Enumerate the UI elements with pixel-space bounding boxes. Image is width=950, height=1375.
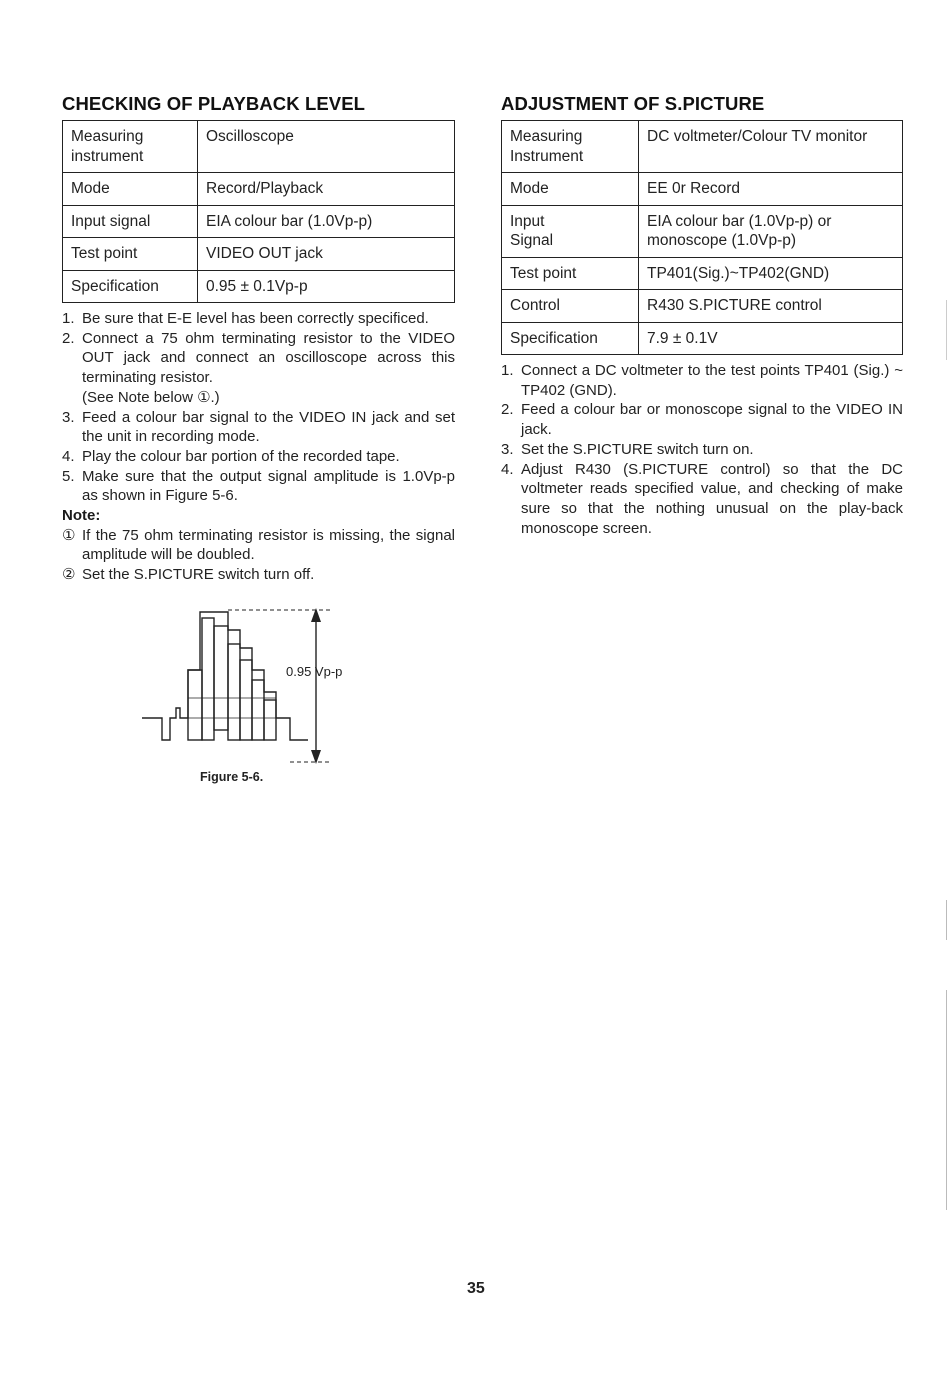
table-row <box>63 238 455 271</box>
step-subnote: (See Note below ①.) <box>82 388 220 406</box>
list-item <box>62 447 455 467</box>
table-value: Record/Playback <box>198 173 455 206</box>
waveform-trace <box>142 612 308 740</box>
table-value <box>639 205 903 257</box>
notes-list <box>62 526 455 585</box>
table-key: Test point <box>63 238 198 271</box>
step-number: 3. <box>501 440 514 458</box>
table-row <box>502 173 903 206</box>
list-item <box>501 361 903 400</box>
right-column <box>501 92 903 538</box>
table-value: DC voltmeter/Colour TV monitor <box>639 121 903 173</box>
list-item <box>501 460 903 539</box>
list-item <box>62 526 455 565</box>
bar-block <box>240 660 252 740</box>
table-key: Control <box>502 290 639 323</box>
table-value: R430 S.PICTURE control <box>639 290 903 323</box>
bar-block <box>202 618 214 740</box>
table-key: Input signal <box>63 205 198 238</box>
table-key <box>502 121 639 173</box>
bar-block <box>188 670 202 740</box>
table-key <box>502 205 639 257</box>
table-value: VIDEO OUT jack <box>198 238 455 271</box>
table-row <box>502 322 903 355</box>
scan-mark <box>946 990 947 1210</box>
list-item <box>501 400 903 439</box>
left-column <box>62 92 455 585</box>
list-item <box>62 329 455 408</box>
scan-mark <box>946 300 947 360</box>
page-number: 35 <box>467 1280 485 1297</box>
table-row <box>63 121 455 173</box>
playback-steps-list <box>62 309 455 506</box>
figure-voltage-label: 0.95 Vp-p <box>286 664 343 679</box>
step-text: Feed a colour bar or monoscope signal to the VIDEO IN jack. <box>521 401 903 439</box>
table-key: Mode <box>502 173 639 206</box>
colour-bar-waveform <box>140 600 370 775</box>
playback-spec-table <box>62 120 455 303</box>
table-row <box>63 205 455 238</box>
step-text: Adjust R430 (S.PICTURE control) so that the DC voltmeter reads specified value, and checking of make sure so that the nothing unusual on the play-back monoscope screen. <box>521 460 903 537</box>
list-item <box>62 467 455 506</box>
table-row <box>502 121 903 173</box>
s-picture-spec-table <box>501 120 903 355</box>
table-key-text: Measuring Instrument <box>510 128 584 165</box>
table-value: EE 0r Record <box>639 173 903 206</box>
table-key: Specification <box>502 322 639 355</box>
table-value: 7.9 ± 0.1V <box>639 322 903 355</box>
bar-block <box>264 700 276 740</box>
table-key-text: Input Signal <box>510 212 554 249</box>
step-text: Be sure that E-E level has been correctly specificed. <box>82 310 429 327</box>
bar-block <box>214 626 228 730</box>
step-text: Connect a 75 ohm terminating resistor to the VIDEO OUT jack and connect an oscilloscope across this terminating resistor. <box>82 329 455 387</box>
figure-caption: Figure 5-6. <box>200 770 264 784</box>
note-text: If the 75 ohm terminating resistor is missing, the signal amplitude will be doubled. <box>82 526 455 564</box>
table-row <box>502 257 903 290</box>
step-number: 1. <box>62 310 75 327</box>
table-key <box>63 121 198 173</box>
table-key: Specification <box>63 270 198 303</box>
step-number: 2. <box>62 329 75 347</box>
scan-mark <box>946 900 947 940</box>
step-number: 5. <box>62 467 75 485</box>
note-number: ② <box>62 566 76 584</box>
table-row <box>502 290 903 323</box>
step-number: 4. <box>62 447 75 465</box>
list-item <box>62 565 455 585</box>
list-item <box>62 408 455 447</box>
table-value: EIA colour bar (1.0Vp-p) <box>198 205 455 238</box>
note-text: Set the S.PICTURE switch turn off. <box>82 566 315 584</box>
table-key: Test point <box>502 257 639 290</box>
table-value: 0.95 ± 0.1Vp-p <box>198 270 455 303</box>
bar-block <box>228 644 240 740</box>
note-title: Note: <box>62 507 101 525</box>
step-number: 3. <box>62 408 75 426</box>
table-key: Mode <box>63 173 198 206</box>
table-value: Oscilloscope <box>198 121 455 173</box>
s-picture-steps-list <box>501 361 903 538</box>
step-text: Play the colour bar portion of the recorded tape. <box>82 447 400 465</box>
step-text: Feed a colour bar signal to the VIDEO IN jack and set the unit in recording mode. <box>82 408 455 446</box>
table-row <box>63 173 455 206</box>
step-text: Set the S.PICTURE switch turn on. <box>521 440 754 458</box>
table-row <box>63 270 455 303</box>
step-number: 1. <box>501 362 514 379</box>
table-value: TP401(Sig.)~TP402(GND) <box>639 257 903 290</box>
step-number: 4. <box>501 460 514 478</box>
list-item <box>62 309 455 329</box>
section-heading-s-picture: ADJUSTMENT OF S.PICTURE <box>501 93 765 114</box>
table-key-text: Measuring instrument <box>71 128 144 165</box>
bar-block <box>252 680 264 740</box>
step-number: 2. <box>501 401 514 419</box>
list-item <box>501 440 903 460</box>
step-text: Make sure that the output signal amplitude is 1.0Vp-p as shown in Figure 5-6. <box>82 467 455 505</box>
note-number: ① <box>62 526 76 544</box>
table-value-text: EIA colour bar (1.0Vp-p) or monoscope (1.0Vp-p) <box>647 212 832 249</box>
section-heading-playback-level: CHECKING OF PLAYBACK LEVEL <box>62 93 366 114</box>
step-text: Connect a DC voltmeter to the test points TP401 (Sig.) ~ TP402 (GND). <box>521 362 903 399</box>
table-row <box>502 205 903 257</box>
